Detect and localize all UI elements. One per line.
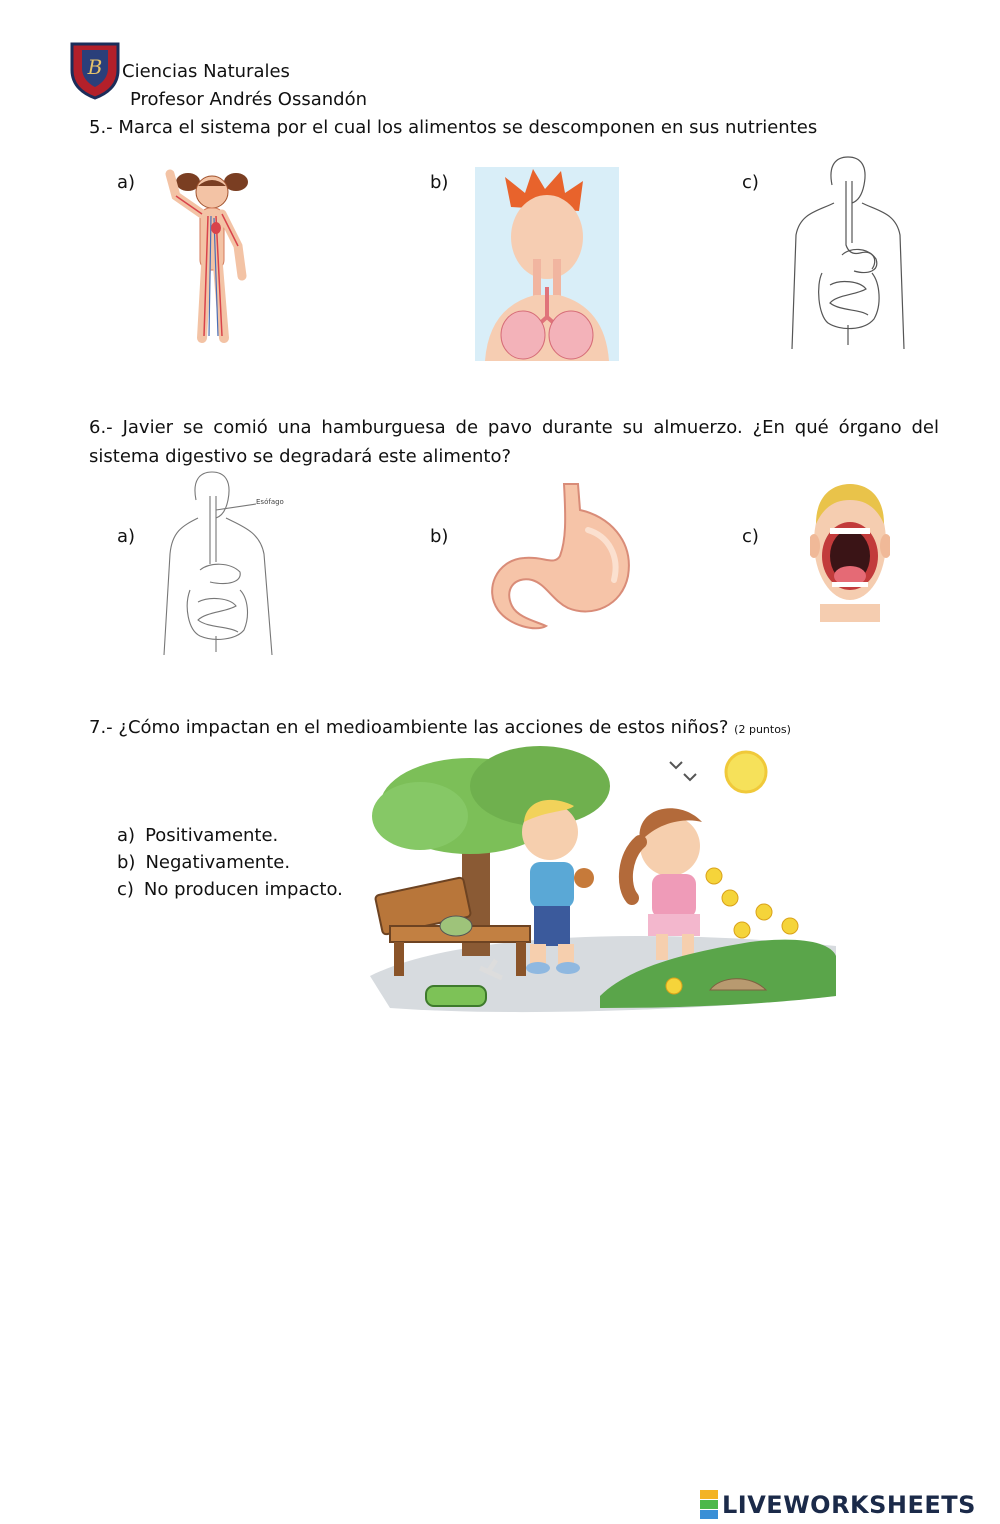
school-logo — [68, 40, 122, 100]
question-5-prompt: 5.- Marca el sistema por el cual los alimentos se descomponen en sus nutrientes — [89, 117, 818, 138]
question-7-text: 7.- ¿Cómo impactan en el medioambiente las acciones de estos niños? — [89, 717, 729, 738]
q6-option-a-label[interactable]: a) — [117, 526, 136, 547]
q7-option-a[interactable] — [117, 822, 343, 849]
q7-option-b-letter: b) — [117, 852, 136, 873]
question-7-points: (2 puntos) — [734, 723, 791, 736]
svg-text:B: B — [87, 55, 103, 79]
q7-option-a-text: Positivamente. — [145, 825, 279, 846]
q5-option-a-label[interactable]: a) — [117, 172, 136, 193]
question-6-prompt: 6.- Javier se comió una hamburguesa de pavo durante su almuerzo. ¿En qué órgano del sistema digestivo se degradará este alimento? — [89, 417, 939, 467]
q7-option-c[interactable] — [117, 876, 343, 903]
children-park-image — [370, 746, 836, 1024]
q6-option-b-label[interactable]: b) — [430, 526, 449, 547]
q7-option-b[interactable] — [117, 849, 343, 876]
q7-option-c-text: No producen impacto. — [143, 879, 343, 900]
liveworksheets-logo-icon — [700, 1490, 718, 1519]
respiratory-system-image[interactable] — [475, 167, 619, 361]
digestive-system-outline-image[interactable] — [788, 155, 908, 349]
q5-option-b-label[interactable]: b) — [430, 172, 449, 193]
open-mouth-image[interactable] — [810, 484, 890, 622]
liveworksheets-brand — [700, 1490, 976, 1519]
q7-option-b-text: Negativamente. — [145, 852, 291, 873]
teacher-name: Profesor Andrés Ossandón — [130, 89, 368, 110]
q7-options-list — [117, 822, 343, 903]
circulatory-system-image[interactable] — [158, 166, 264, 348]
subject-title: Ciencias Naturales — [122, 61, 290, 82]
q7-option-a-letter: a) — [117, 825, 136, 846]
liveworksheets-text: LIVEWORKSHEETS — [722, 1490, 976, 1519]
question-7-prompt — [89, 714, 791, 744]
esophagus-label: Esófago — [256, 498, 284, 506]
q6-option-c-label[interactable]: c) — [742, 526, 759, 547]
q7-option-c-letter: c) — [117, 879, 134, 900]
stomach-image[interactable] — [488, 480, 642, 632]
q5-option-c-label[interactable]: c) — [742, 172, 759, 193]
